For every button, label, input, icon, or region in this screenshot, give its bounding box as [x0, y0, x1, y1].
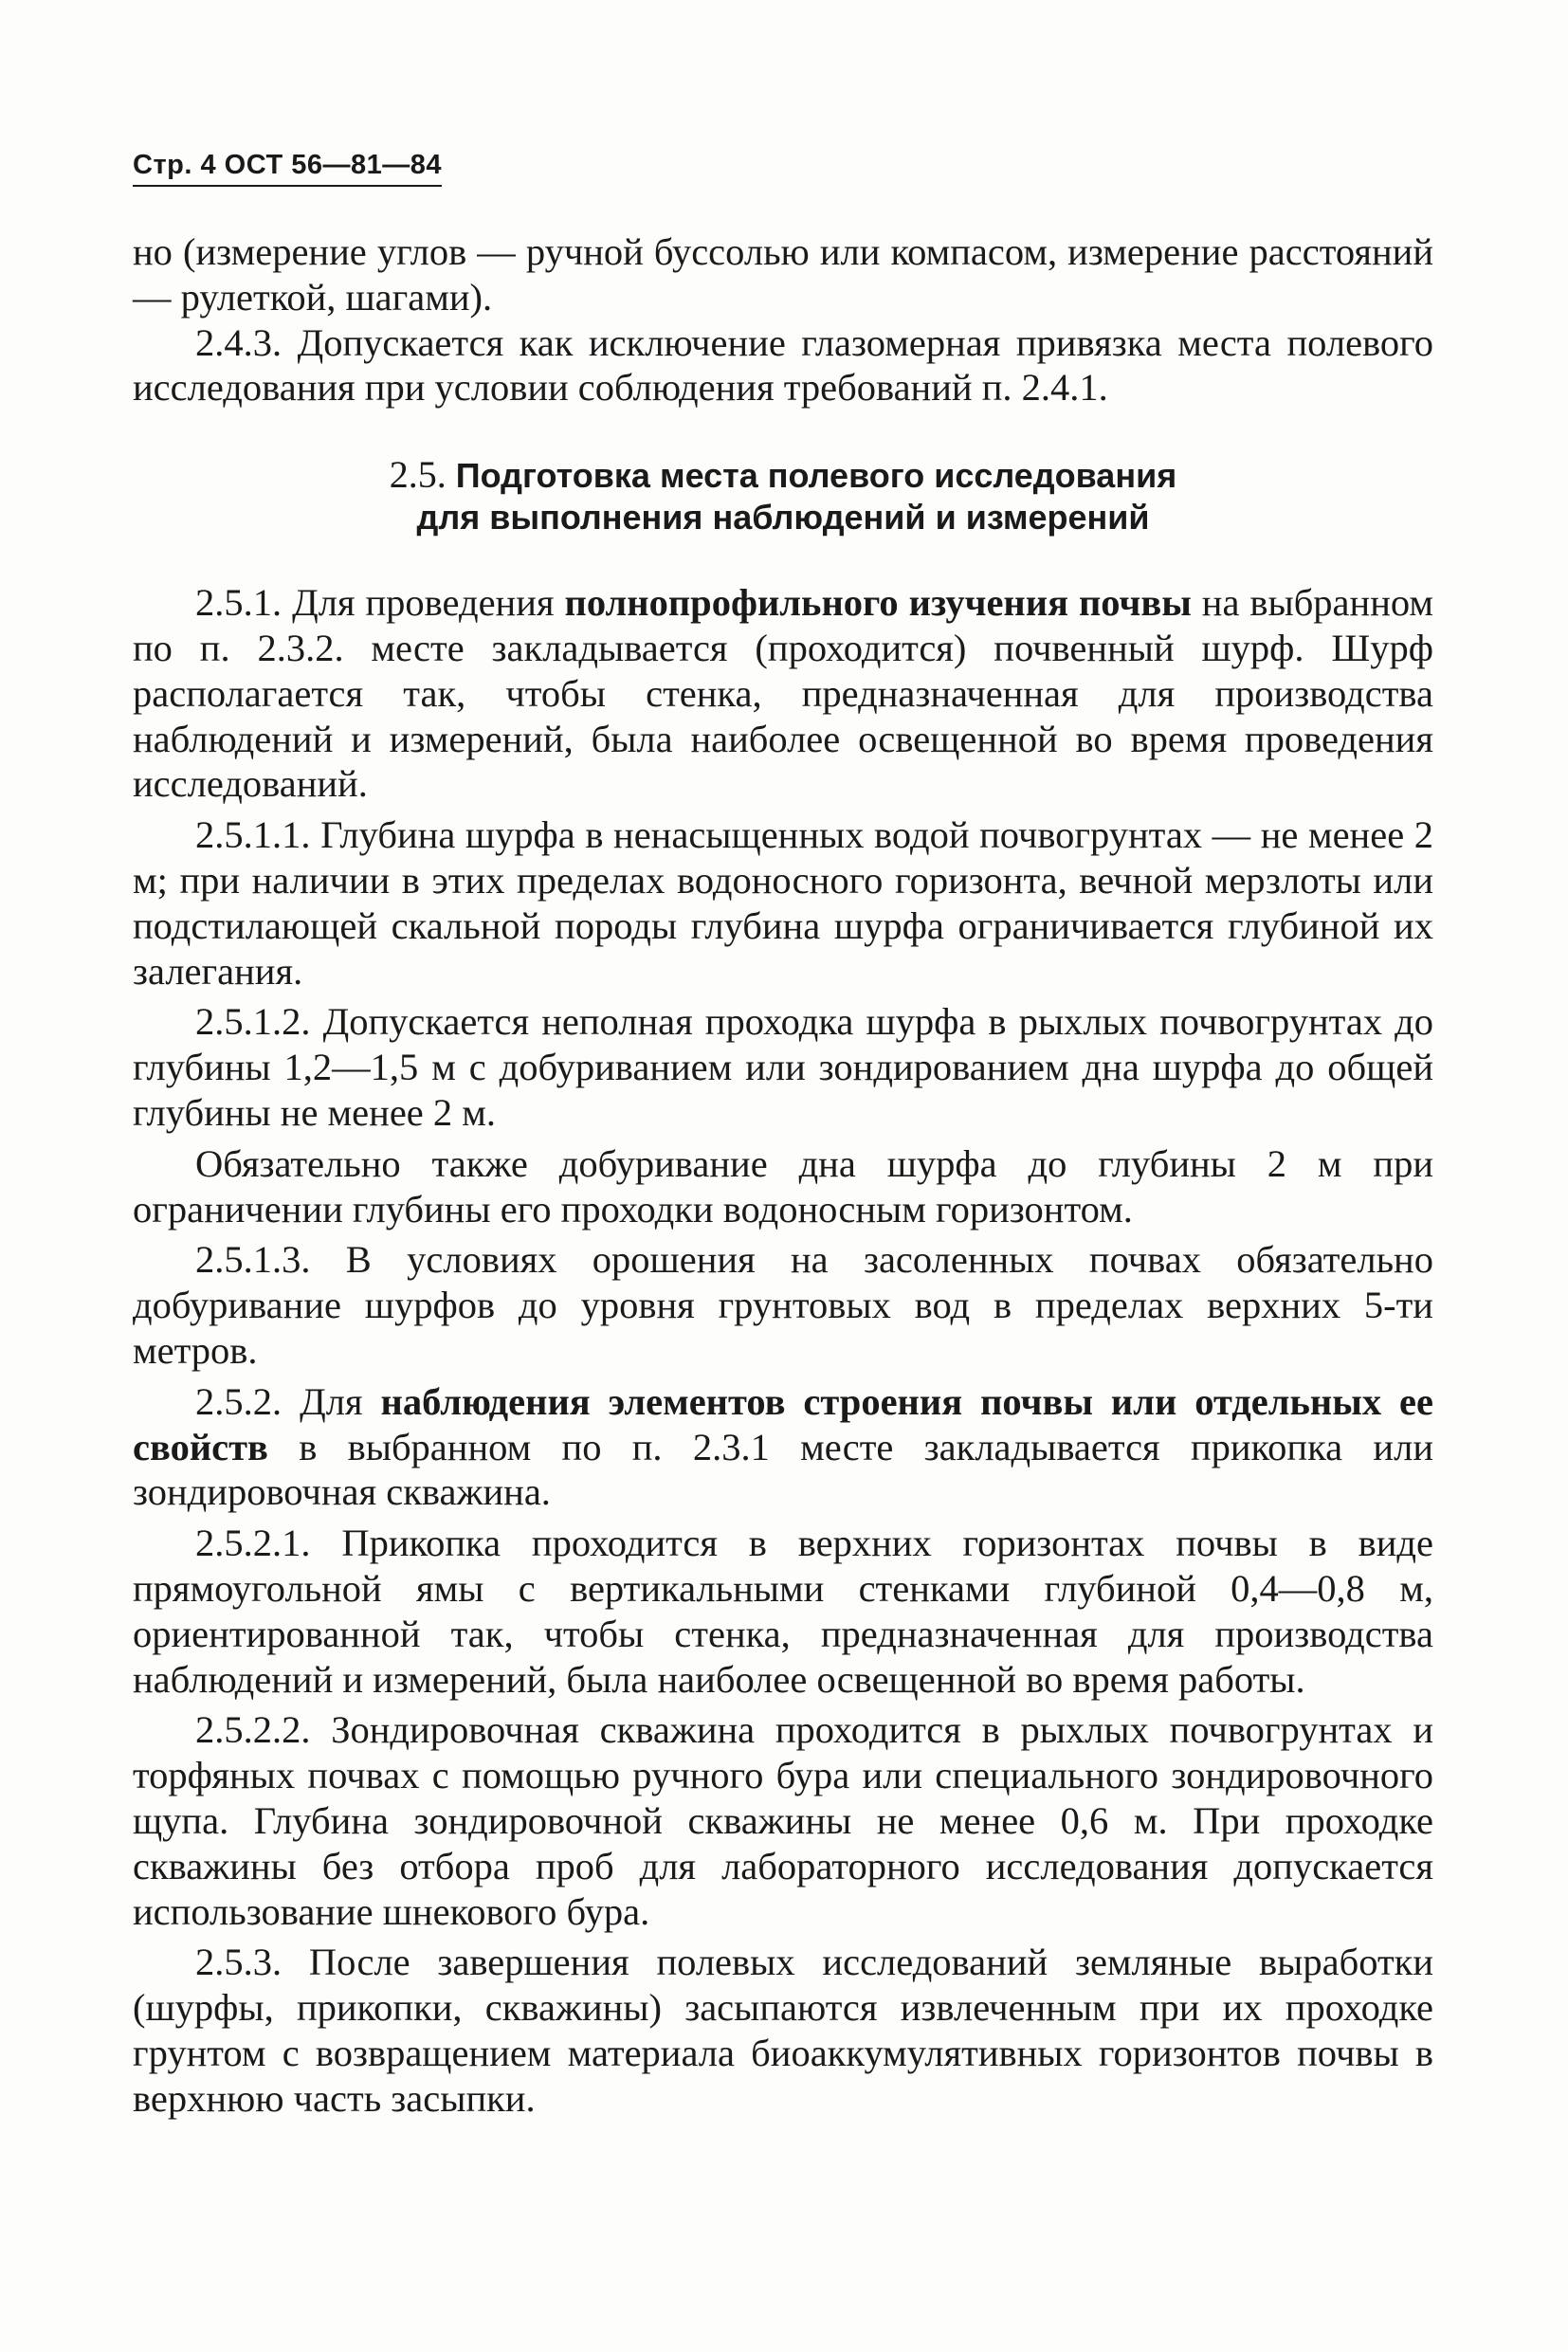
paragraph-2-5-2 [133, 1379, 1433, 1515]
section-heading [133, 454, 1433, 538]
text-run: 2.5.2. Для [195, 1379, 381, 1423]
section-number: 2.5. [389, 453, 447, 497]
paragraph-2-5-2-2: 2.5.2.2. Зондировочная скважина проходится в рыхлых почвогрунтах и торфяных почвах с помощью ручного бура или специального зондировочного щупа. Глубина зондировочной скважины не менее 0,6 м. При проходке скважины без отбора проб для лабораторного исследования допускается использование шнекового бура. [133, 1708, 1433, 1933]
paragraph-2-5-1 [133, 580, 1433, 807]
text-run: в выбранном по п. 2.3.1 месте закладывается прикопка или зондировочная скважина. [133, 1425, 1433, 1514]
page-header: Стр. 4 ОСТ 56—81—84 [133, 150, 442, 187]
paragraph-2-5-1-3: 2.5.1.3. В условиях орошения на засоленных почвах обязательно добуривание шурфов до уровня грунтовых вод в пределах верхних 5-ти метров. [133, 1238, 1433, 1372]
section-title-line1: Подготовка места полевого исследования [455, 456, 1177, 496]
paragraph-2-5-2-1: 2.5.2.1. Прикопка проходится в верхних горизонтах почвы в виде прямоугольной ямы с вертикальными стенками глубиной 0,4—0,8 м, ориентированной так, чтобы стенка, предназначенная для производства наблюдений и измерений, была наиболее освещенной во время работы. [133, 1522, 1433, 1701]
paragraph-2-5-3: 2.5.3. После завершения полевых исследований земляные выработки (шурфы, прикопки, скважины) засыпаются извлеченным при их проходке грунтом с возвращением материала биоаккумулятивных горизонтов почвы в верхнюю часть засыпки. [133, 1941, 1433, 2120]
paragraph-2-4-3: 2.4.3. Допускается как исключение глазомерная привязка места полевого исследования при условии соблюдения требований п. 2.4.1. [133, 320, 1433, 410]
text-run: на выбранном по п. 2.3.2. месте закладывается (проходится) почвенный шурф. Шурф располагается так, чтобы стенка, предназначенная для производства наблюдений и измерений, была наиболее освещенной во время проведения исследований. [133, 581, 1433, 806]
paragraph-continuation: но (измерение углов — ручной буссолью или компасом, измерение расстояний — рулеткой, шагами). [133, 230, 1433, 319]
document-body [133, 229, 1433, 2121]
section-title-line2: для выполнения наблюдений и измерений [416, 498, 1150, 538]
paragraph-2-5-1-2-note: Обязательно также добуривание дна шурфа до глубины 2 м при ограничении глубины его проходки водоносным горизонтом. [133, 1141, 1433, 1231]
bold-term: полнопрофильного изучения почвы [564, 581, 1192, 625]
paragraph-2-5-1-1: 2.5.1.1. Глубина шурфа в ненасыщенных водой почвогрунтах — не менее 2 м; при наличии в этих пределах водоносного горизонта, вечной мерзлоты или подстилающей скальной породы глубина шурфа ограничивается глубиной их залегания. [133, 813, 1433, 993]
paragraph-2-5-1-2: 2.5.1.2. Допускается неполная проходка шурфа в рыхлых почвогрунтах до глубины 1,2—1,5 м с добуриванием или зондированием дна шурфа до общей глубины не менее 2 м. [133, 1000, 1433, 1134]
text-run: 2.5.1. Для проведения [195, 581, 565, 625]
bold-term: наблюдения элементов строения почвы или отдельных ее свойств [133, 1379, 1434, 1468]
